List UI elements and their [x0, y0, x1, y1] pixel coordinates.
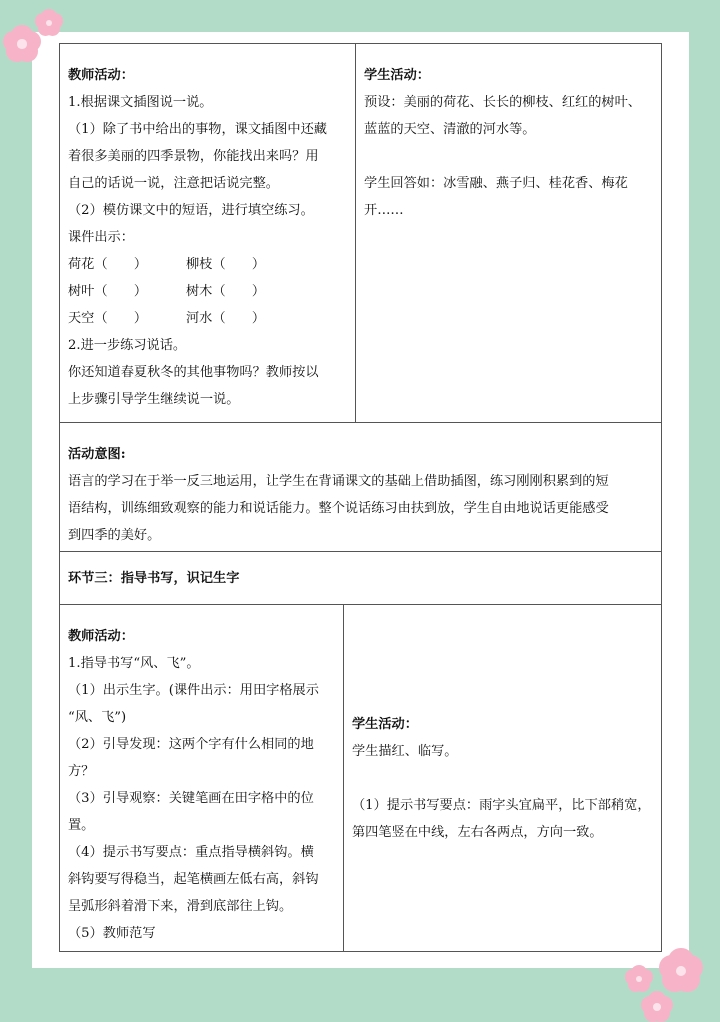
preset-line2: 蓝蓝的天空、清澈的河水等。: [364, 122, 536, 137]
activity-intent-heading: 活动意图:: [68, 447, 126, 462]
fill-blank-item: 天空（ ）: [68, 311, 148, 326]
fill-blank-item: 树叶（ ）: [68, 284, 148, 299]
flower-decoration-top-left-small: [36, 10, 62, 36]
fill-blank-item: 荷花（ ）: [68, 257, 148, 272]
intent-row: [60, 423, 662, 552]
sub-item-2-line1: （2）引导发现：这两个字有什么相同的地: [68, 737, 314, 752]
sub-item-1-line2: 着很多美丽的四季景物，你能找出来吗？用: [68, 149, 319, 164]
flower-decoration-bottom-right-lower: [642, 992, 672, 1022]
teacher-activity-heading: 教师活动：: [68, 68, 134, 83]
fill-blank-row: [68, 251, 347, 278]
flower-center: [17, 39, 26, 48]
flower-center: [653, 1003, 661, 1011]
sub-item-2-line2: 方？: [68, 764, 95, 779]
student-practice-line: 学生描红、临写。: [352, 743, 458, 759]
fill-blank-item: 树木（ ）: [186, 284, 266, 299]
student-activity-heading: 学生活动：: [352, 716, 418, 732]
sub-item-4-line3: 呈弧形斜着滑下来，滑到底部往上钩。: [68, 899, 293, 914]
activity-row-1: [60, 44, 662, 423]
teacher-activity-cell-2: [60, 605, 344, 952]
flower-decoration-top-left-large: [4, 26, 40, 62]
sub-item-1-line2: “风、飞”): [68, 710, 127, 725]
item-2-line1: 你还知道春夏秋冬的其他事物吗？教师按以: [68, 365, 319, 380]
sub-item-3-line2: 置。: [68, 818, 95, 833]
student-activity-cell-1: [356, 44, 662, 423]
intent-line3: 到四季的美好。: [68, 528, 161, 543]
fill-blank-item: 河水（ ）: [186, 311, 266, 326]
sub-item-1-line1: （1）除了书中给出的事物，课文插图中还藏: [68, 122, 327, 137]
writing-tip-line1: （1）提示书写要点：雨字头宜扁平，比下部稍宽，: [352, 797, 651, 813]
item-2: 2.进一步练习说话。: [68, 338, 187, 353]
courseware-label: 课件出示：: [68, 230, 134, 245]
sub-item-3-line1: （3）引导观察：关键笔画在田字格中的位: [68, 791, 314, 806]
sub-item-5: （5）教师范写: [68, 926, 156, 941]
fill-blank-item: 柳枝（ ）: [186, 257, 266, 272]
intent-line1: 语言的学习在于举一反三地运用，让学生在背诵课文的基础上借助插图，练习刚刚积累到的短: [68, 474, 609, 489]
sub-item-2: （2）模仿课文中的短语，进行填空练习。: [68, 203, 314, 218]
teacher-activity-cell-1: [60, 44, 356, 423]
item-2-line2: 上步骤引导学生继续说一说。: [68, 392, 240, 407]
preset-line1: 预设：美丽的荷花、长长的柳枝、红红的树叶、: [364, 95, 641, 110]
answer-line2: 开……: [364, 203, 404, 218]
activity-row-2: [60, 605, 662, 952]
activity-intent-cell: [60, 423, 662, 552]
student-activity-heading: 学生活动：: [364, 68, 430, 83]
sub-item-1-line1: （1）出示生字。(课件出示：用田字格展示: [68, 683, 319, 698]
flower-decoration-bottom-right-small: [626, 966, 652, 992]
fill-blank-row: [68, 278, 347, 305]
teacher-activity-heading: 教师活动：: [68, 629, 134, 644]
section-row: [60, 552, 662, 605]
flower-decoration-bottom-right-large: [660, 950, 702, 992]
section-heading-cell: [60, 552, 662, 605]
answer-line1: 学生回答如：冰雪融、燕子归、桂花香、梅花: [364, 176, 628, 191]
lesson-plan-table: [59, 43, 662, 952]
section-3-heading: 环节三：指导书写，识记生字: [68, 570, 240, 586]
sub-item-4-line1: （4）提示书写要点：重点指导横斜钩。横: [68, 845, 314, 860]
item-1: 1.指导书写“风、飞”。: [68, 656, 200, 671]
intent-line2: 语结构，训练细致观察的能力和说话能力。整个说话练习由扶到放，学生自由地说话更能感受: [68, 501, 609, 516]
item-1: 1.根据课文插图说一说。: [68, 95, 213, 110]
sub-item-1-line3: 自己的话说一说，注意把话说完整。: [68, 176, 279, 191]
student-activity-cell-2: [344, 605, 662, 952]
sub-item-4-line2: 斜钩要写得稳当，起笔横画左低右高，斜钩: [68, 872, 319, 887]
fill-blank-row: [68, 305, 347, 332]
writing-tip-line2: 第四笔竖在中线，左右各两点，方向一致。: [352, 824, 603, 840]
